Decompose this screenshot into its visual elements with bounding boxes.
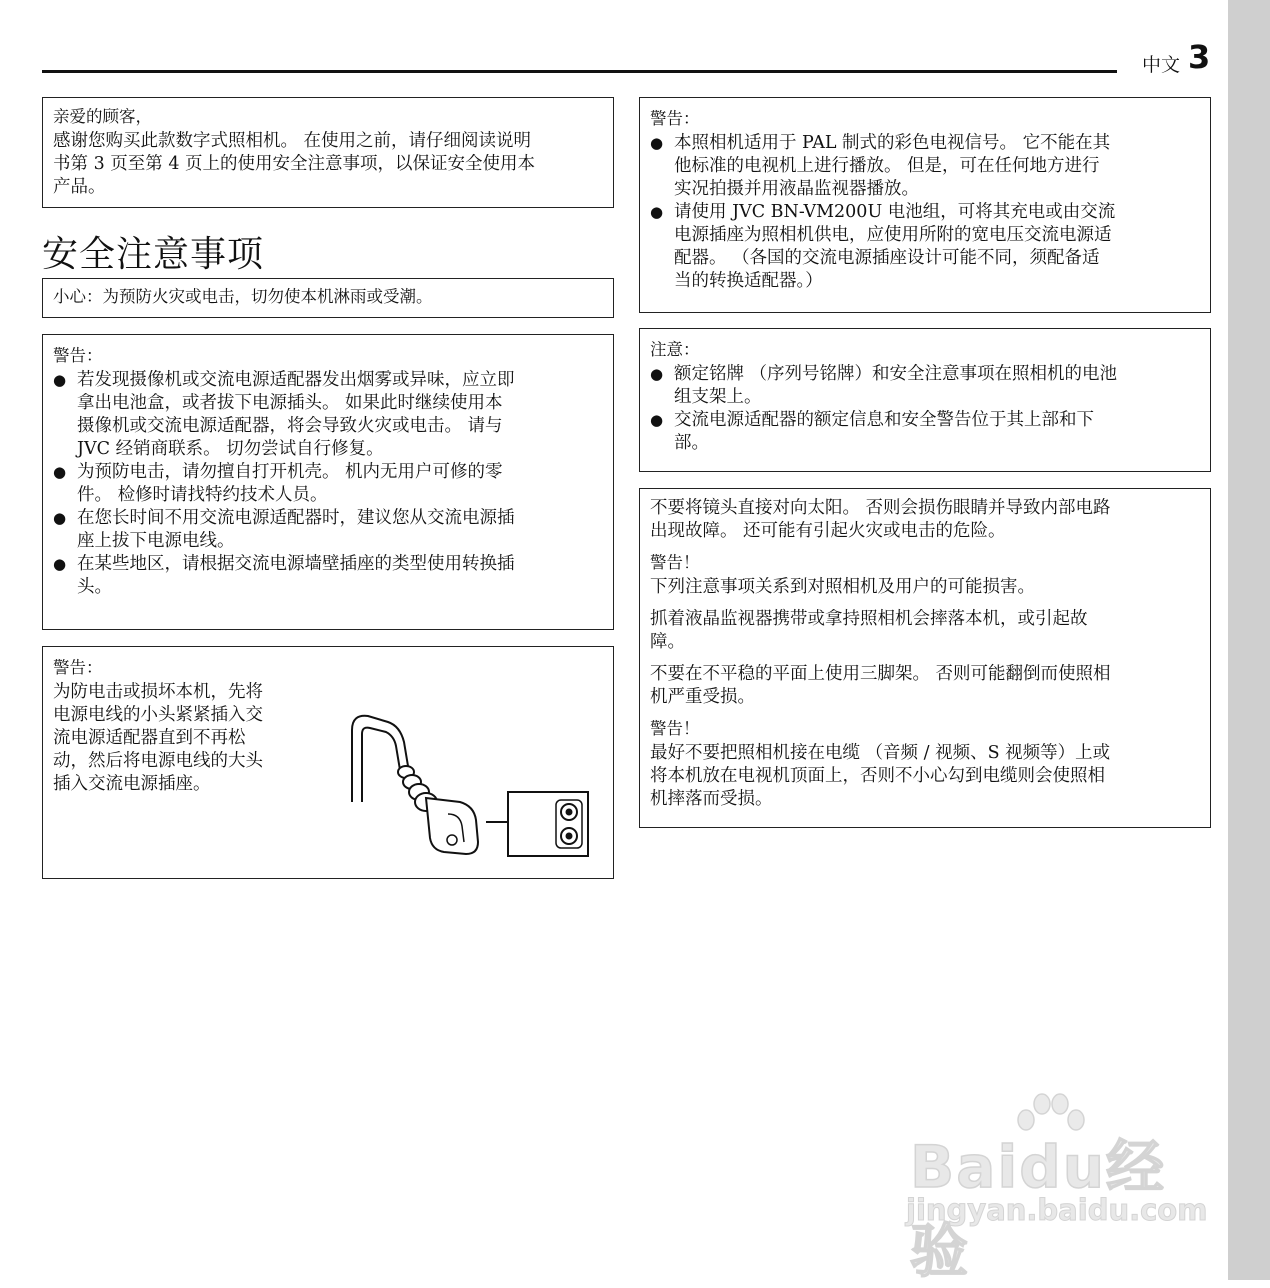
caution-line: 最好不要把照相机接在电缆 （音频 / 视频、S 视频等）上或 <box>650 743 1111 763</box>
caution-line: 不要将镜头直接对向太阳。 否则会损伤眼睛并导致内部电路 <box>650 498 1111 518</box>
warning-line: 流电源适配器直到不再松 <box>53 728 246 748</box>
notice-box <box>639 328 1211 472</box>
list-item-line: 电源插座为照相机供电，应使用所附的宽电压交流电源适 <box>674 225 1112 245</box>
list-item-line: ● 为预防电击，请勿擅自打开机壳。 机内无用户可修的零 <box>77 462 503 482</box>
intro-line: 产品。 <box>53 177 106 197</box>
list-item <box>650 409 1200 455</box>
header-rule <box>42 70 1117 73</box>
caution-line: 抓着液晶监视器携带或拿持照相机会摔落本机，或引起故 <box>650 609 1088 629</box>
intro-greeting: 亲爱的顾客， <box>53 107 152 126</box>
warning-line: 电源电线的小头紧紧插入交 <box>53 705 263 725</box>
warning-line: 动，然后将电源电线的大头 <box>53 751 263 771</box>
list-item-line: ● 在某些地区，请根据交流电源墙壁插座的类型使用转换插 <box>77 554 515 574</box>
list-item-line: 配器。 （各国的交流电源插座设计可能不同，须配备适 <box>674 248 1100 268</box>
list-item-line: 拿出电池盒，或者拔下电源插头。 如果此时继续使用本 <box>77 393 503 413</box>
intro-box <box>42 97 614 208</box>
page-number: 3 <box>1188 38 1211 76</box>
caution-box <box>42 278 614 318</box>
caution-text: 小心：为预防火灾或电击，切勿使本机淋雨或受潮。 <box>53 287 433 306</box>
baidu-watermark <box>900 1090 1208 1285</box>
section-title: 安全注意事项 <box>42 234 265 275</box>
list-item-line: 当的转换适配器。） <box>674 271 823 291</box>
warning-line: 插入交流电源插座。 <box>53 774 211 794</box>
warning-box-2 <box>42 646 614 879</box>
warning-line: 为防电击或损坏本机，先将 <box>53 682 263 702</box>
side-margin-bar <box>1228 0 1270 1280</box>
list-item-line: ● 额定铭牌 （序列号铭牌）和安全注意事项在照相机的电池 <box>674 364 1118 384</box>
list-item-line: ● 若发现摄像机或交流电源适配器发出烟雾或异味，应立即 <box>77 370 515 390</box>
warning-label: 警告： <box>650 109 700 128</box>
caution-line: 出现故障。 还可能有引起火灾或电击的危险。 <box>650 521 1006 541</box>
list-item <box>650 363 1200 409</box>
caution-line: 障。 <box>650 632 685 652</box>
list-item-line: 座上拔下电源电线。 <box>77 531 235 551</box>
notice-list <box>650 363 1200 455</box>
list-item-line: ● 交流电源适配器的额定信息和安全警告位于其上部和下 <box>674 410 1094 430</box>
warning-list <box>53 369 603 599</box>
warning-list <box>650 132 1200 293</box>
caution-line: 下列注意事项关系到对照相机及用户的可能损害。 <box>650 577 1035 597</box>
list-item <box>53 369 603 461</box>
list-item-line: 他标准的电视机上进行播放。 但是，可在任何地方进行 <box>674 156 1100 176</box>
warning-label: 警告： <box>53 658 103 677</box>
misc-caution-box <box>639 488 1211 828</box>
caution-line: 机摔落而受损。 <box>650 789 773 809</box>
intro-line: 书第 3 页至第 4 页上的使用安全注意事项，以保证安全使用本 <box>53 154 536 174</box>
list-item <box>53 461 603 507</box>
list-item-line: ● 请使用 JVC BN-VM200U 电池组，可将其充电或由交流 <box>674 202 1116 222</box>
watermark-url: jingyan.baidu.com <box>906 1193 1208 1227</box>
header-language: 中文 <box>1142 54 1181 76</box>
caution-line: 不要在不平稳的平面上使用三脚架。 否则可能翻倒而使照相 <box>650 664 1111 684</box>
caution-line: 将本机放在电视机顶面上，否则不小心勾到电缆则会使照相 <box>650 766 1105 786</box>
list-item-line: 部。 <box>674 433 709 453</box>
list-item-line: 头。 <box>77 577 112 597</box>
list-item-line: ● 在您长时间不用交流电源适配器时，建议您从交流电源插 <box>77 508 515 528</box>
warning-label: 警告！ <box>650 719 700 738</box>
notice-label: 注意： <box>650 340 700 359</box>
list-item-line: 实况拍摄并用液晶监视器播放。 <box>674 179 919 199</box>
list-item-line: ● 本照相机适用于 PAL 制式的彩色电视信号。 它不能在其 <box>674 133 1111 153</box>
power-plug-illustration <box>348 702 598 862</box>
list-item <box>650 201 1200 293</box>
warning-label: 警告： <box>53 346 103 365</box>
warning-box-1 <box>42 334 614 630</box>
warning-label: 警告！ <box>650 553 700 572</box>
watermark-brand: Baidu经验 <box>910 1133 1167 1285</box>
list-item-line: 摄像机或交流电源适配器，将会导致火灾或电击。 请与 <box>77 416 503 436</box>
list-item <box>53 507 603 553</box>
list-item <box>53 553 603 599</box>
list-item-line: JVC 经销商联系。 切勿尝试自行修复。 <box>77 439 384 459</box>
intro-line: 感谢您购买此款数字式照相机。 在使用之前，请仔细阅读说明 <box>53 131 532 151</box>
caution-line: 机严重受损。 <box>650 687 755 707</box>
list-item <box>650 132 1200 201</box>
list-item-line: 组支架上。 <box>674 387 762 407</box>
warning-box-3 <box>639 97 1211 313</box>
list-item-line: 件。 检修时请找特约技术人员。 <box>77 485 328 505</box>
